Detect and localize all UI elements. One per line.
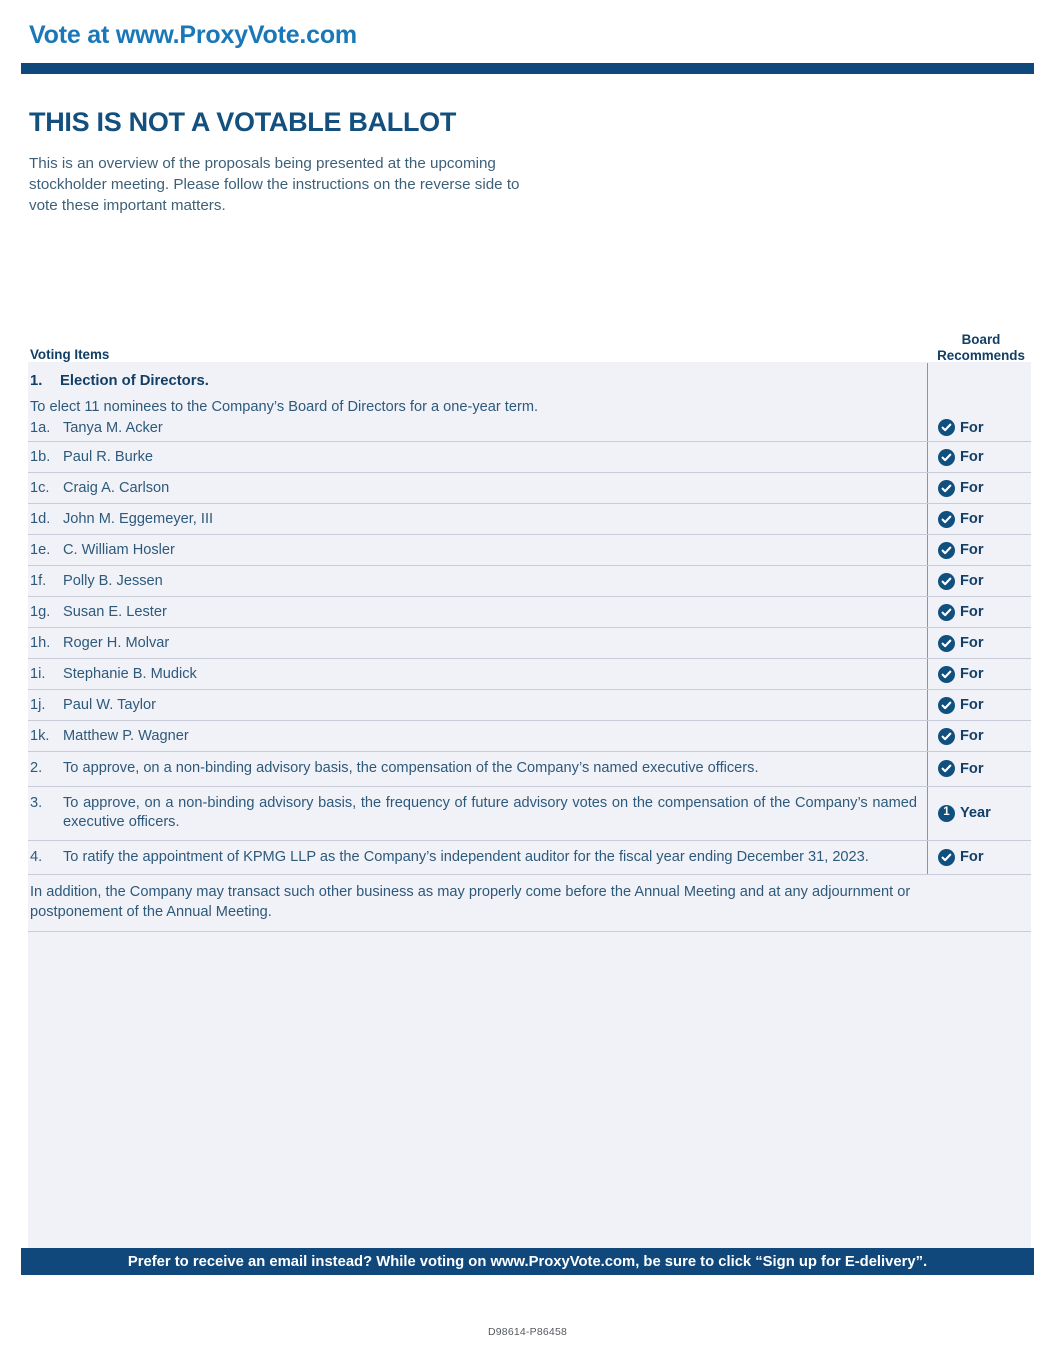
table-row-nominee-1k: [28, 721, 1031, 752]
recommendation-badge: [938, 449, 984, 466]
recommendation-badge: [938, 728, 984, 745]
table-row-nominee-1i: [28, 659, 1031, 690]
recommendation-label: For: [960, 449, 984, 465]
voting-items-table: [28, 325, 1031, 1262]
proposal-1-title-text: Election of Directors.: [60, 373, 209, 389]
control-number: D98614-P86458: [487, 1326, 568, 1338]
proposal-1-title: [30, 372, 917, 391]
header-divider-bar: [21, 63, 1034, 74]
table-row-nominee-1e: [28, 535, 1031, 566]
board-recommendation-1a: [927, 363, 1031, 441]
nominee-name-1a: Tanya M. Acker: [63, 420, 163, 436]
recommendation-label: For: [960, 666, 984, 682]
nominee-cell-1e: [28, 535, 927, 565]
edelivery-banner: Prefer to receive an email instead? While voting on www.ProxyVote.com, be sure to click “Sign up for E-delivery”.: [21, 1248, 1034, 1275]
recommendation-badge: [938, 635, 984, 652]
nominee-name-1j: Paul W. Taylor: [63, 696, 157, 713]
proposal-4-cell: [28, 841, 927, 875]
proposal-4-number: 4.: [30, 848, 43, 865]
check-circle-icon: [938, 419, 955, 436]
recommendation-badge: [938, 511, 984, 528]
nominee-cell-1i: [28, 659, 927, 689]
check-circle-icon: [938, 573, 955, 590]
recommendation-label: For: [960, 573, 984, 589]
table-row-proposal-2: [28, 752, 1031, 787]
board-recommendation-1j: [927, 690, 1031, 720]
nominee-cell-1b: [28, 442, 927, 472]
recommendation-label: For: [960, 760, 984, 777]
check-circle-icon: [938, 760, 955, 777]
proposal-1-number: 1.: [30, 373, 43, 389]
recommendation-badge: [938, 480, 984, 497]
board-recommendation-1f: [927, 566, 1031, 596]
proposal-1-subtitle: To elect 11 nominees to the Company’s Board of Directors for a one-year term.: [30, 399, 539, 415]
recommendation-label: For: [960, 697, 984, 713]
recommendation-badge: [938, 760, 984, 777]
proposal-3-text: To approve, on a non-binding advisory basis, the frequency of future advisory votes on the compensation of the Company’s named executive officers.: [63, 794, 917, 830]
nominee-number-1f: 1f.: [30, 572, 47, 589]
recommendation-badge: [938, 697, 984, 714]
nominee-number-1e: 1e.: [30, 541, 51, 558]
recommendation-badge: [938, 805, 991, 822]
table-body: [28, 362, 1031, 1262]
vote-at-header: Vote at www.ProxyVote.com: [29, 21, 357, 49]
table-row-nominee-1f: [28, 566, 1031, 597]
nominee-name-1k: Matthew P. Wagner: [63, 727, 189, 744]
recommendation-badge: [938, 419, 984, 436]
recommendation-label: For: [960, 511, 984, 527]
recommendation-badge: [938, 849, 984, 866]
nominee-number-1i: 1i.: [30, 665, 46, 682]
additional-business-note: In addition, the Company may transact such other business as may properly come before the Annual Meeting and at any adjournment or postponement of the Annual Meeting.: [28, 875, 1031, 932]
nominee-number-1j: 1j.: [30, 696, 46, 713]
check-circle-icon: [938, 604, 955, 621]
table-row-nominee-1j: [28, 690, 1031, 721]
intro-paragraph: This is an overview of the proposals being presented at the upcoming stockholder meeting. Please follow the instructions on the reverse side to vote these important matters.: [29, 155, 520, 215]
board-recommendation-1d: [927, 504, 1031, 534]
board-recommendation-1b: [927, 442, 1031, 472]
proposal-4-text: To ratify the appointment of KPMG LLP as the Company’s independent auditor for the fiscal year ending December 31, 2023.: [63, 848, 869, 865]
table-empty-space: [28, 932, 1031, 1262]
recommendation-label: For: [960, 542, 984, 558]
proposal-2-number: 2.: [30, 760, 43, 776]
nominee-cell-1f: [28, 566, 927, 596]
check-circle-icon: [938, 449, 955, 466]
recommendation-label: For: [960, 419, 984, 436]
nominee-number-1b: 1b.: [30, 448, 51, 465]
nominee-number-1c: 1c.: [30, 479, 50, 496]
recommendation-badge: [938, 542, 984, 559]
table-row-nominee-1g: [28, 597, 1031, 628]
nominee-cell-1h: [28, 628, 927, 658]
board-recommendation-1k: [927, 721, 1031, 751]
nominee-cell-1j: [28, 690, 927, 720]
column-header-voting-items: Voting Items: [30, 347, 110, 362]
table-row-nominee-1d: [28, 504, 1031, 535]
nominee-name-1e: C. William Hosler: [63, 541, 175, 558]
recommendation-label: For: [960, 480, 984, 496]
nominee-name-1g: Susan E. Lester: [63, 603, 167, 620]
check-circle-icon: [938, 542, 955, 559]
nominee-name-1d: John M. Eggemeyer, III: [63, 510, 214, 527]
recommendation-label: For: [960, 635, 984, 651]
nominee-cell-1g: [28, 597, 927, 627]
nominee-number-1d: 1d.: [30, 510, 51, 527]
nominee-number-1a: 1a.: [30, 420, 51, 436]
nominee-row-1a: [30, 419, 917, 438]
board-recommendation-2: [927, 752, 1031, 786]
board-recommendation-1h: [927, 628, 1031, 658]
nominee-name-1i: Stephanie B. Mudick: [63, 665, 197, 682]
board-recommends-line2: Recommends: [937, 347, 1025, 363]
nominee-number-1h: 1h.: [30, 634, 51, 651]
recommendation-label: For: [960, 728, 984, 744]
check-circle-icon: [938, 635, 955, 652]
check-circle-icon: [938, 728, 955, 745]
nominee-cell-1c: [28, 473, 927, 503]
table-row-proposal-4: [28, 841, 1031, 876]
nominee-name-1h: Roger H. Molvar: [63, 634, 170, 651]
nominee-name-1b: Paul R. Burke: [63, 448, 154, 465]
table-row-proposal-1: [28, 363, 1031, 442]
proposal-3-number: 3.: [30, 794, 43, 811]
board-recommendation-4: [927, 841, 1031, 875]
nominee-name-1f: Polly B. Jessen: [63, 572, 163, 589]
check-circle-icon: [938, 849, 955, 866]
check-circle-icon: [938, 666, 955, 683]
nominee-number-1g: 1g.: [30, 603, 51, 620]
recommendation-badge: [938, 573, 984, 590]
board-recommendation-3: [927, 787, 1031, 840]
proposal-1-cell: [28, 363, 927, 441]
page-title: THIS IS NOT A VOTABLE BALLOT: [29, 107, 457, 137]
check-circle-icon: [938, 697, 955, 714]
table-column-headers: [28, 325, 1031, 362]
recommendation-label: For: [960, 604, 984, 620]
one-circle-icon-text: 1: [943, 806, 950, 819]
recommendation-badge: [938, 604, 984, 621]
one-circle-icon: [938, 805, 955, 822]
table-row-nominee-1c: [28, 473, 1031, 504]
nominee-number-1k: 1k.: [30, 727, 50, 744]
nominee-name-1c: Craig A. Carlson: [63, 479, 170, 496]
recommendation-label: For: [960, 849, 984, 866]
board-recommendation-1c: [927, 473, 1031, 503]
proposal-3-cell: [28, 787, 927, 840]
nominee-cell-1d: [28, 504, 927, 534]
board-recommends-line1: Board: [961, 332, 1001, 347]
proposal-2-cell: [28, 752, 927, 786]
check-circle-icon: [938, 480, 955, 497]
board-recommendation-1i: [927, 659, 1031, 689]
column-header-board-recommends: [931, 332, 1031, 363]
board-recommendation-1e: [927, 535, 1031, 565]
nominee-cell-1k: [28, 721, 927, 751]
check-circle-icon: [938, 511, 955, 528]
table-row-nominee-1b: [28, 442, 1031, 473]
recommendation-label: Year: [960, 805, 991, 821]
proposal-2-text: To approve, on a non-binding advisory basis, the compensation of the Company’s named executive officers.: [63, 760, 759, 776]
recommendation-badge: [938, 666, 984, 683]
board-recommendation-1g: [927, 597, 1031, 627]
table-row-nominee-1h: [28, 628, 1031, 659]
table-row-proposal-3: [28, 787, 1031, 841]
